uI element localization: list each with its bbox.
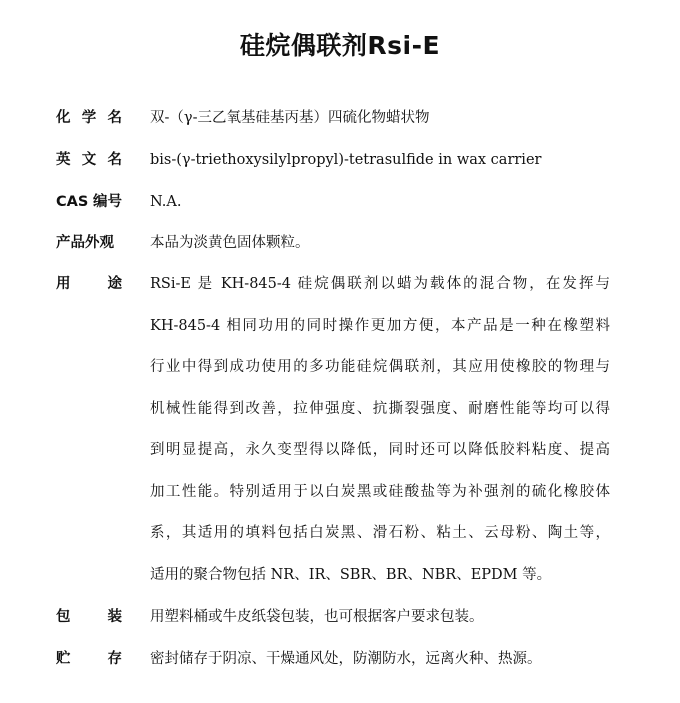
usage-line: 适用的聚合物包括 NR、IR、SBR、BR、NBR、EPDM 等。 [150, 566, 552, 583]
field-label [56, 274, 122, 294]
usage-line: 系，其适用的填料包括白炭黑、滑石粉、粘土、云母粉、陶土等， [150, 525, 610, 541]
label-char: 途 [107, 276, 122, 292]
label-char: CAS [56, 194, 89, 210]
label-char: 装 [107, 609, 122, 625]
chemical-name-value: 双-（γ-三乙氧基硅基丙基）四硫化物蜡状物 [150, 110, 430, 126]
packaging-value: 用塑料桶或牛皮纸袋包装，也可根据客户要求包装。 [150, 609, 484, 625]
usage-line: 加工性能。特别适用于以白炭黑或硅酸盐等为补强剂的硫化橡胶体 [150, 483, 610, 500]
english-name-value: bis-(γ-triethoxysilylpropyl)-tetrasulfide in wax carrier [150, 152, 542, 168]
label-char: 文 [81, 152, 97, 168]
storage-value: 密封储存于阴凉、干燥通风处，防潮防水，远离火种、热源。 [150, 651, 542, 667]
usage-line: RSi-E 是 KH-845-4 硅烷偶联剂以蜡为载体的混合物，在发挥与 [150, 276, 610, 292]
label-char: 名 [107, 110, 122, 126]
usage-paragraph [150, 274, 610, 606]
usage-line: 到明显提高，永久变型得以降低，同时还可以降低胶料粘度、提高 [150, 442, 610, 458]
field-label [56, 192, 122, 212]
field-label [56, 108, 122, 128]
field-label [56, 150, 122, 170]
label-char: 学 [81, 110, 97, 126]
label-char: 存 [107, 651, 122, 667]
usage-line: 行业中得到成功使用的多功能硅烷偶联剂，其应用使橡胶的物理与 [150, 359, 610, 375]
label-char: 化 [56, 110, 71, 126]
usage-line: 机械性能得到改善，拉伸强度、抗撕裂强度、耐磨性能等均可以得 [150, 400, 610, 417]
label-char: 名 [107, 152, 122, 168]
label-text: 产品外观 [56, 235, 114, 251]
appearance-value: 本品为淡黄色固体颗粒。 [150, 235, 310, 251]
label-char: 编号 [93, 194, 122, 210]
cas-number-value: N.A. [150, 194, 182, 210]
field-label [56, 649, 122, 669]
label-char: 英 [56, 152, 71, 168]
document-title: 硅烷偶联剂Rsi-E [239, 31, 441, 60]
label-char: 包 [56, 609, 71, 625]
label-char: 用 [56, 276, 71, 292]
field-label [56, 233, 122, 253]
usage-line: KH-845-4 相同功用的同时操作更加方便，本产品是一种在橡塑料 [150, 317, 610, 334]
field-label [56, 607, 122, 627]
label-char: 贮 [56, 651, 71, 667]
